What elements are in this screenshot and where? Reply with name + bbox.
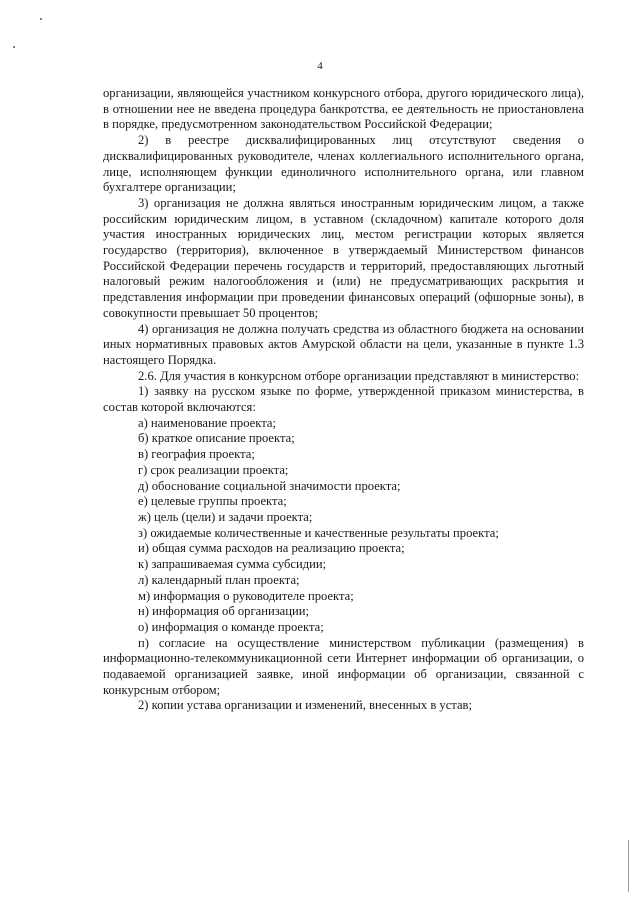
paragraph: организации, являющейся участником конкурсного отбора, другого юридического лица), в отношении нее не введена процедура банкротства, ее деятельность не приостановлена в порядке, предусмотренном законодательством Российской Федерации;	[103, 86, 584, 132]
scan-speck	[13, 46, 15, 48]
paragraph: 4) организация не должна получать средства из областного бюджета на основании иных нормативных правовых актов Амурской области на цели, указанные в пункте 1.3 настоящего Порядка.	[103, 321, 584, 367]
list-item: л) календарный план проекта;	[138, 572, 300, 587]
scan-edge-line	[628, 840, 629, 892]
list-item: м) информация о руководителе проекта;	[138, 588, 354, 603]
paragraph: 2) копии устава организации и изменений, внесенных в устав;	[138, 698, 473, 713]
page-number: 4	[317, 60, 323, 72]
list-item: н) информация об организации;	[138, 604, 309, 619]
list-item: п) согласие на осуществление министерством публикации (размещения) в информационно-телекоммуникационной сети Интернет информации об организации, о подаваемой организацией заявке, иной информации об организации, связанной с конкурсным отбором;	[103, 635, 584, 697]
list-item: а) наименование проекта;	[138, 415, 276, 430]
scan-speck	[40, 18, 42, 20]
list-item: и) общая сумма расходов на реализацию проекта;	[138, 541, 405, 556]
paragraph: 2) в реестре дисквалифицированных лиц отсутствуют сведения о дисквалифицированных руководителе, членах коллегиального исполнительного органа, лице, исполняющем функции единоличного исполнительного органа, или главном бухгалтере организации;	[103, 133, 584, 195]
list-item: к) запрашиваемая сумма субсидии;	[138, 557, 327, 572]
list-item: б) краткое описание проекта;	[138, 431, 295, 446]
list-item: г) срок реализации проекта;	[138, 462, 289, 477]
paragraph: 3) организация не должна являться иностранным юридическим лицом, а также российским юридическим лицом, в уставном (складочном) капитале которого доля участия иностранных юридических лиц, местом регистрации которых является государство (территория), включенное в утверждаемый Министерством финансов Российской Федерации перечень государств и территорий, предоставляющих льготный налоговый режим налогообложения и (или) не предусматривающих раскрытия и представления информации при проведении финансовых операций (офшорные зоны), в совокупности превышает 50 процентов;	[103, 195, 584, 320]
paragraph: 2.6. Для участия в конкурсном отборе организации представляют в министерство:	[138, 368, 580, 383]
list-item: з) ожидаемые количественные и качественные результаты проекта;	[138, 525, 499, 540]
list-item: е) целевые группы проекта;	[138, 494, 287, 509]
document-body	[103, 86, 584, 714]
list-item: ж) цель (цели) и задачи проекта;	[138, 509, 313, 524]
list-item: о) информация о команде проекта;	[138, 619, 324, 634]
list-item: д) обоснование социальной значимости проекта;	[138, 478, 401, 493]
paragraph: 1) заявку на русском языке по форме, утвержденной приказом министерства, в состав которой включаются:	[103, 384, 584, 415]
list-item: в) география проекта;	[138, 447, 255, 462]
